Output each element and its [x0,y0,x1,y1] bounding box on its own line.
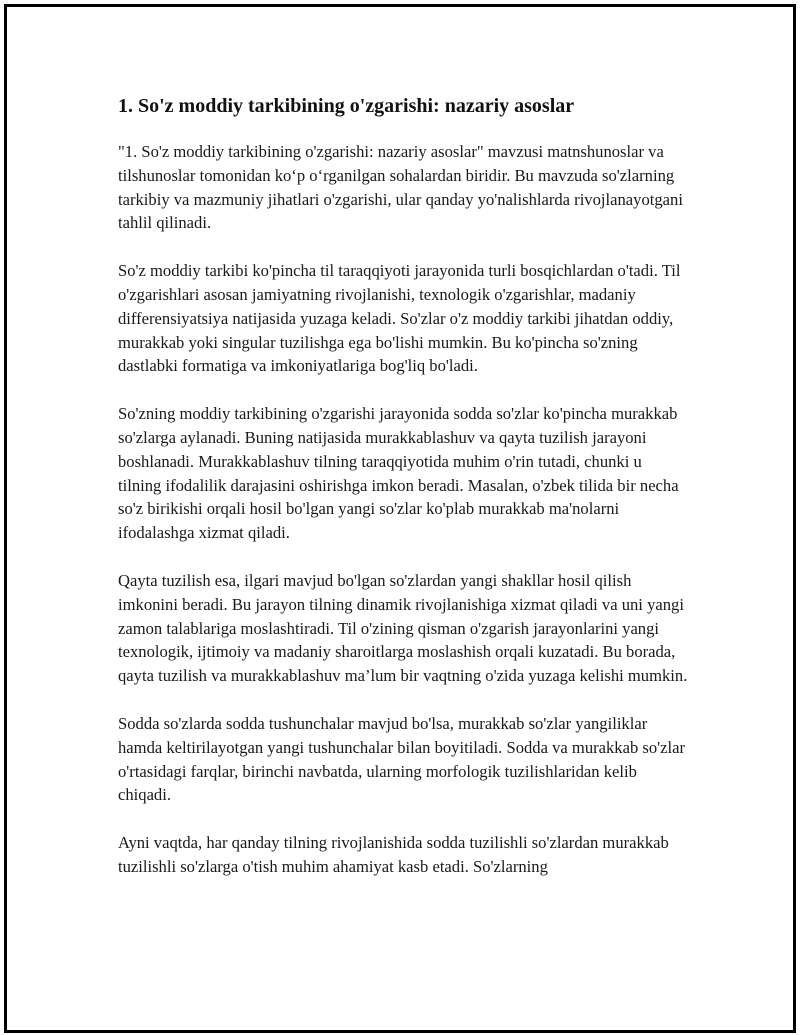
paragraph-2: So'z moddiy tarkibi ko'pincha til taraqqiyoti jarayonida turli bosqichlardan o'tadi. Til o'zgarishlari asosan jamiyatning rivojlanishi, texnologik o'zgarishlar, madaniy differensiyatsiya natijasida yuzaga keladi. So'zlar o'z moddiy tarkibi jihatdan oddiy, murakkab yoki singular tuzilishga ega bo'lishi mumkin. Bu ko'pincha so'zning dastlabki formatiga va imkoniyatlariga bog'liq bo'ladi. [118,261,681,376]
paragraph-1: "1. So'z moddiy tarkibining o'zgarishi: nazariy asoslar" mavzusi matnshunoslar va tilshunoslar tomonidan ko‘p o‘rganilgan sohalardan biridir. Bu mavzuda so'zlarning tarkibiy va mazmuniy jihatlari o'zgarishi, ular qanday yo'nalishlarda rivojlanayotgani tahlil qilinadi. [118,142,683,233]
document-title: 1. So'z moddiy tarkibining o'zgarishi: nazariy asoslar [118,95,575,117]
paragraph-4: Qayta tuzilish esa, ilgari mavjud bo'lgan so'zlardan yangi shakllar hosil qilish imkonini beradi. Bu jarayon tilning dinamik rivojlanishiga xizmat qiladi va uni yangi zamon talablariga moslashtiradi. Til o'zining qisman o'zgarish jarayonlarini yangi texnologik, ijtimoiy va madaniy sharoitlarga moslashish orqali kuzatadi. Bu borada, qayta tuzilish va murakkablashuv ma’lum bir vaqtning o'zida yuzaga kelishi mumkin. [118,570,688,686]
paragraph-6: Ayni vaqtda, har qanday tilning rivojlanishida sodda tuzilishli so'zlardan murakkab tuzilishli so'zlarga o'tish muhim ahamiyat kasb etadi. So'zlarning [118,833,669,876]
document-body [118,92,688,903]
paragraph-3: So'zning moddiy tarkibining o'zgarishi jarayonida sodda so'zlar ko'pincha murakkab so'zlarga aylanadi. Buning natijasida murakkablashuv va qayta tuzilish jarayoni boshlanadi. Murakkablashuv tilning taraqqiyotida muhim o'rin tutadi, chunki u tilning ifodalilik darajasini oshirishga imkon beradi. Masalan, o'zbek tilida bir necha so'z birikishi orqali hosil bo'lgan yangi so'zlar ko'plab murakkab ma'nolarni ifodalashga xizmat qiladi. [118,404,679,543]
paragraph-5: Sodda so'zlarda sodda tushunchalar mavjud bo'lsa, murakkab so'zlar yangiliklar hamda keltirilayotgan yangi tushunchalar bilan boyitiladi. Sodda va murakkab so'zlar o'rtasidagi farqlar, birinchi navbatda, ularning morfologik tuzilishlaridan kelib chiqadi. [118,713,686,805]
